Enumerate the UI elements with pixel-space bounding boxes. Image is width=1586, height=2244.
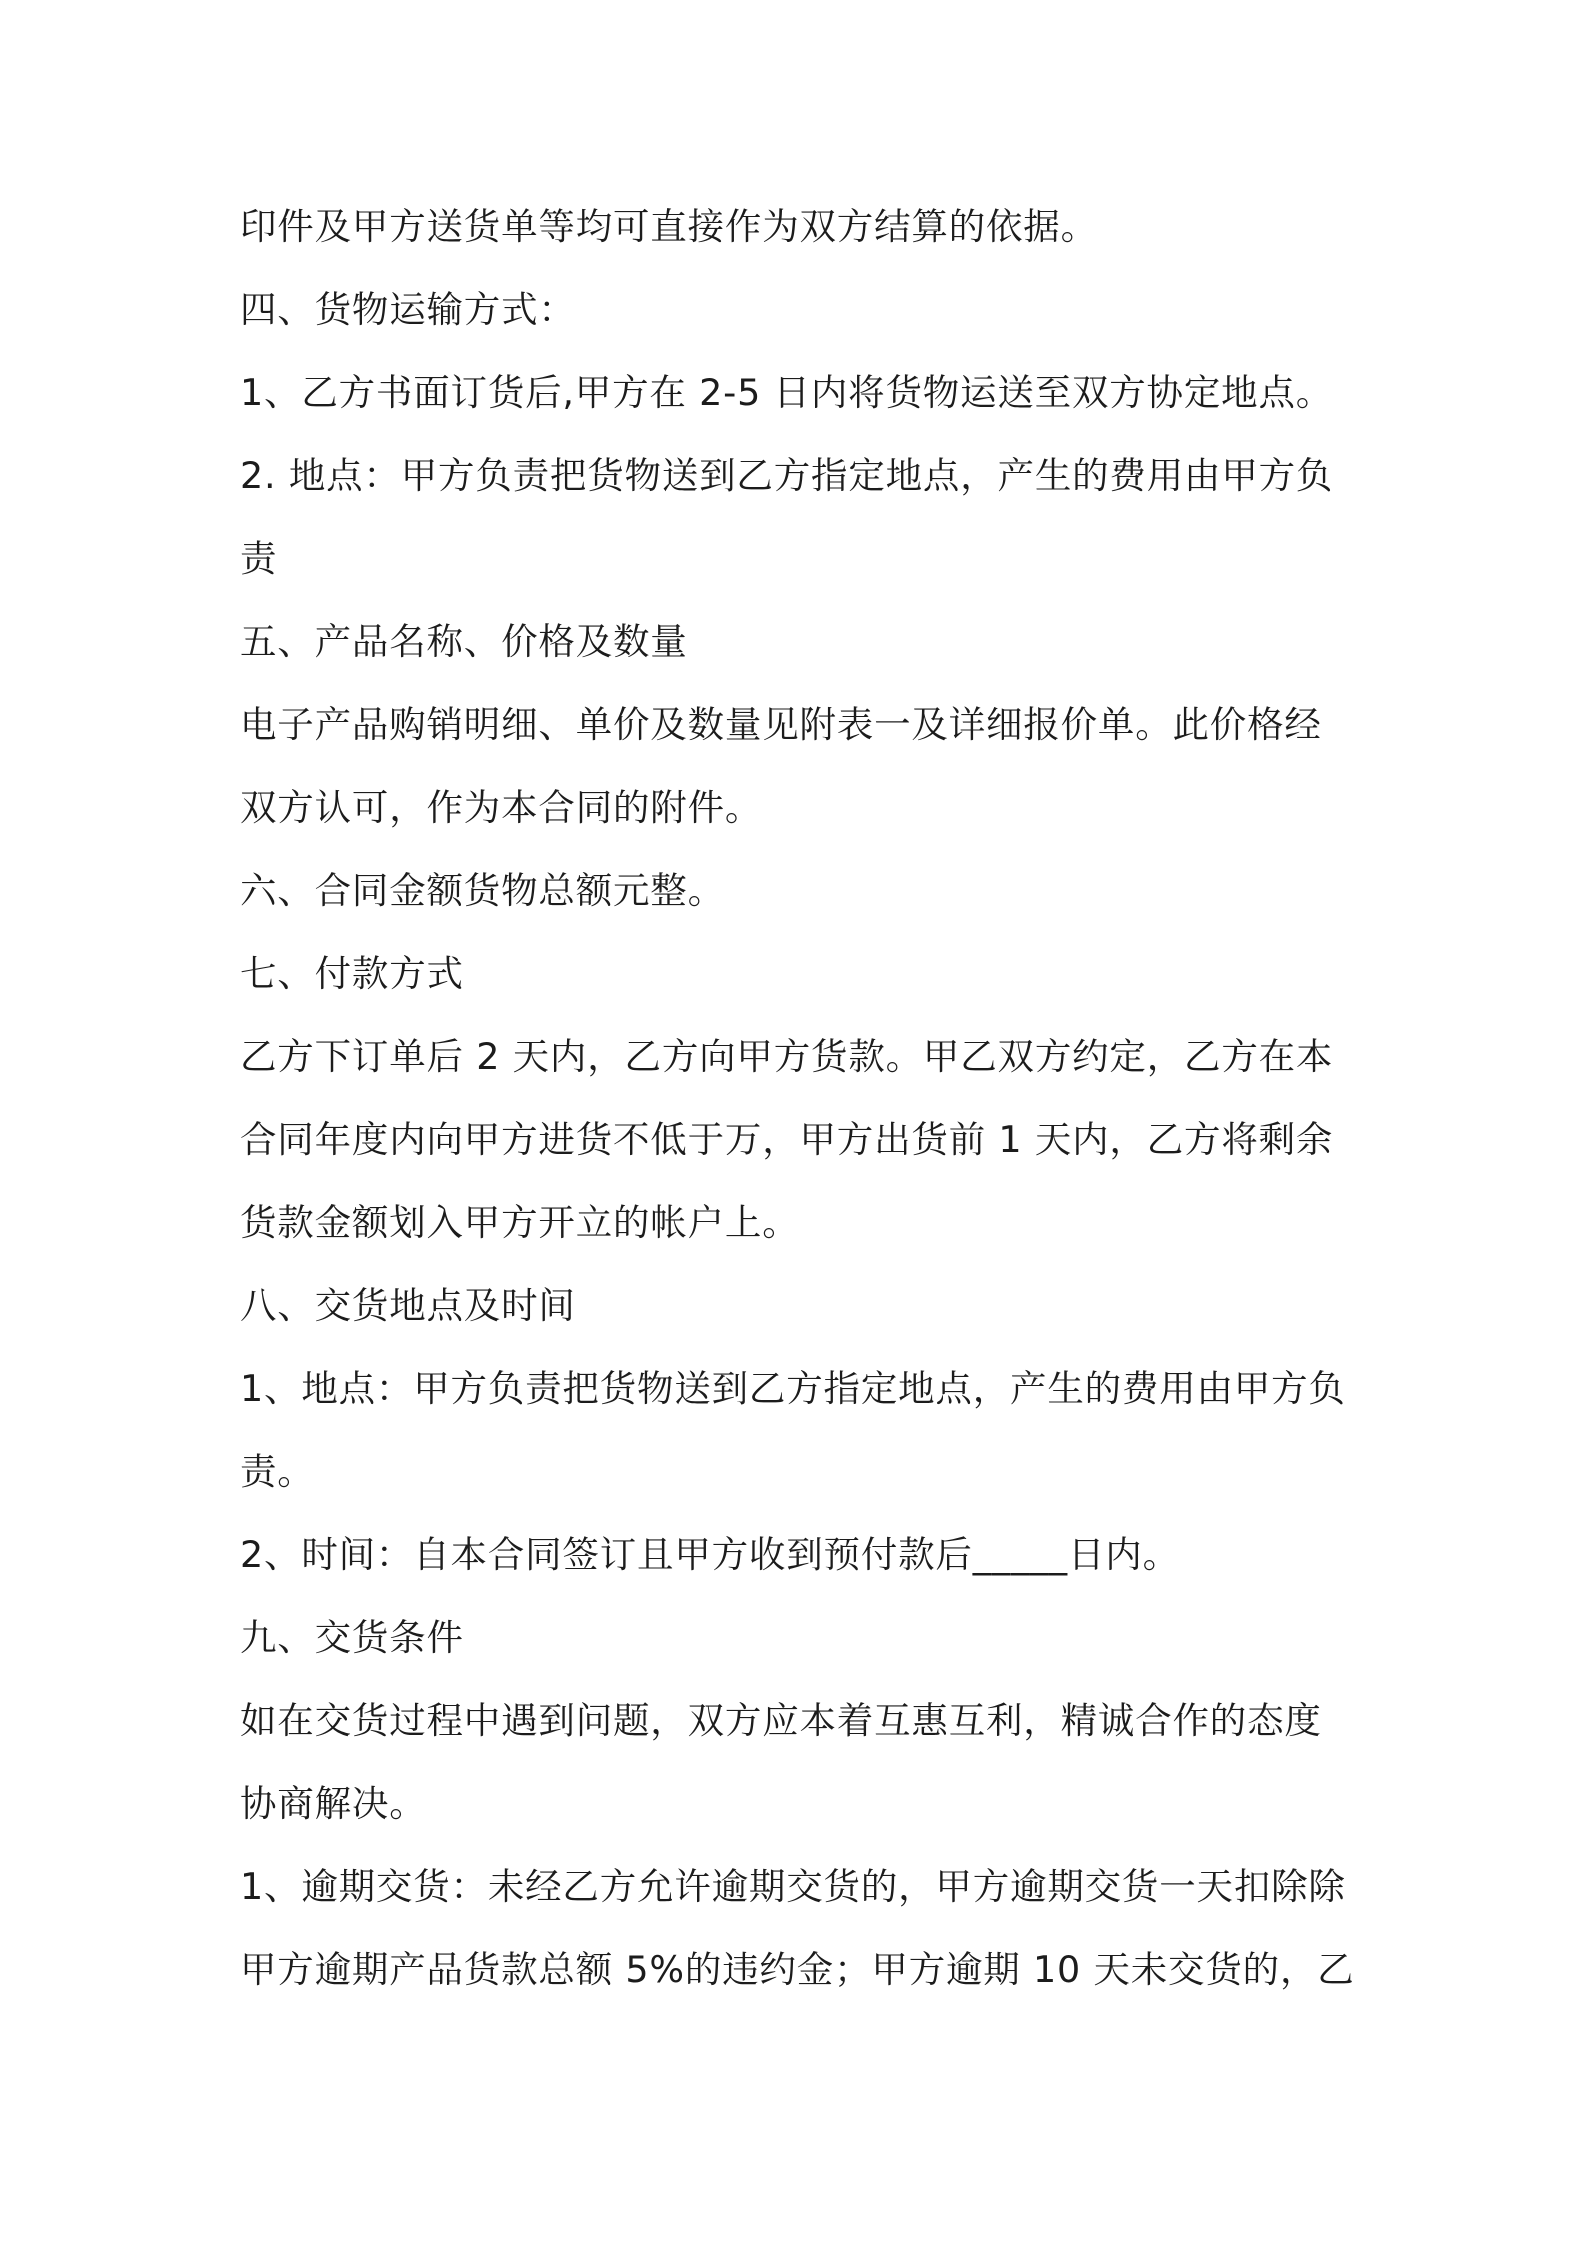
doc-line-7-body: 乙方下订单后 2 天内，乙方向甲方货款。甲乙双方约定，乙方在本 [240, 1035, 1334, 1078]
doc-line-4-2: 2. 地点：甲方负责把货物送到乙方指定地点，产生的费用由甲方负 [240, 454, 1334, 497]
section-heading-9: 九、交货条件 [240, 1616, 464, 1659]
section-heading-5: 五、产品名称、价格及数量 [240, 620, 688, 663]
doc-line-8-2: 2、时间：自本合同签订且甲方收到预付款后_____日内。 [240, 1533, 1180, 1576]
doc-line-8-1: 1、地点：甲方负责把货物送到乙方指定地点，产生的费用由甲方负 [240, 1367, 1346, 1410]
doc-line-9-body: 如在交货过程中遇到问题，双方应本着互惠互利，精诚合作的态度 [240, 1699, 1322, 1742]
doc-line-7-body-end: 货款金额划入甲方开立的帐户上。 [240, 1201, 800, 1244]
doc-line-9-1: 1、逾期交货：未经乙方允许逾期交货的，甲方逾期交货一天扣除除 [240, 1865, 1346, 1908]
doc-line-5-body: 电子产品购销明细、单价及数量见附表一及详细报价单。此价格经 [240, 703, 1322, 746]
section-heading-6: 六、合同金额货物总额元整。 [240, 869, 725, 912]
doc-line-9-1-cont: 甲方逾期产品货款总额 5%的违约金；甲方逾期 10 天未交货的，乙 [240, 1948, 1355, 1991]
doc-line-clause-3-tail: 印件及甲方送货单等均可直接作为双方结算的依据。 [240, 205, 1098, 248]
doc-line-7-body-cont: 合同年度内向甲方进货不低于万，甲方出货前 1 天内，乙方将剩余 [240, 1118, 1334, 1161]
doc-line-9-body-cont: 协商解决。 [240, 1782, 427, 1825]
section-heading-8: 八、交货地点及时间 [240, 1284, 576, 1327]
doc-line-5-body-cont: 双方认可，作为本合同的附件。 [240, 786, 763, 829]
doc-line-4-1: 1、乙方书面订货后,甲方在 2-5 日内将货物运送至双方协定地点。 [240, 371, 1334, 414]
section-heading-4: 四、货物运输方式： [240, 288, 576, 331]
section-heading-7: 七、付款方式 [240, 952, 464, 995]
doc-line-8-1-cont: 责。 [240, 1450, 315, 1493]
doc-line-4-2-cont: 责 [240, 537, 278, 580]
